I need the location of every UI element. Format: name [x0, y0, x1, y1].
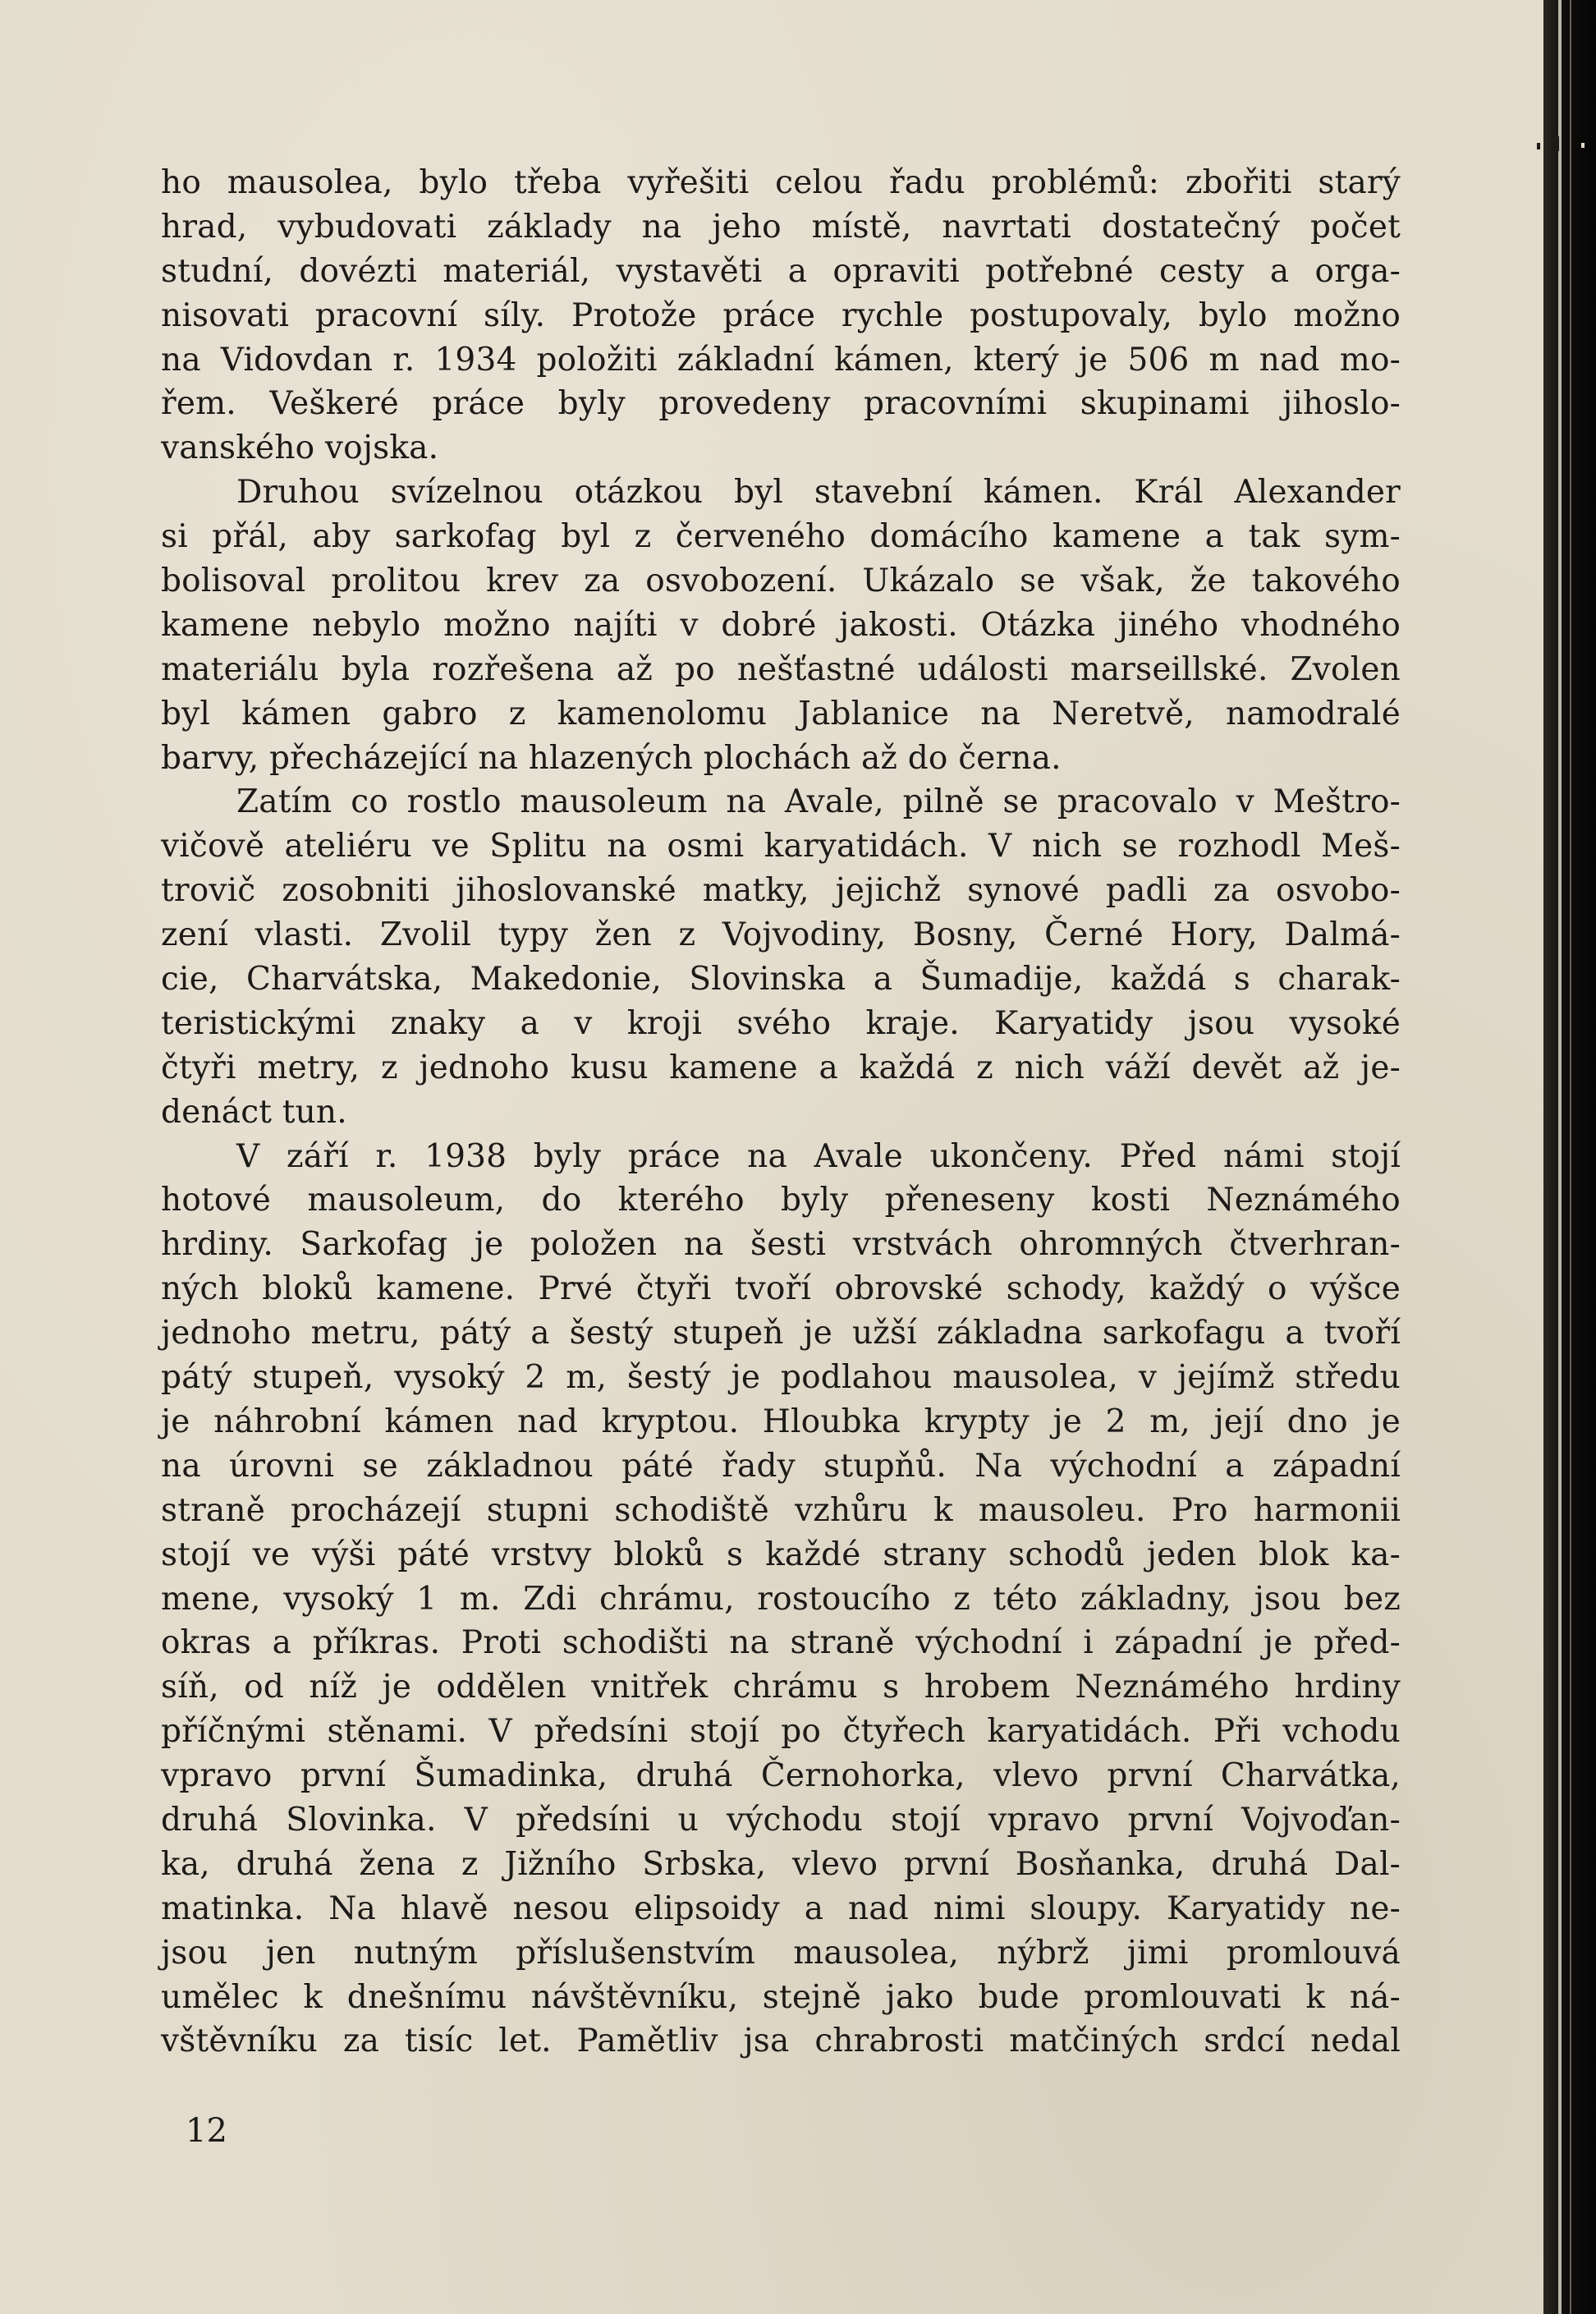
scan-marks: [1527, 135, 1593, 168]
text-line: ných bloků kamene. Prvé čtyři tvoří obrovské schody, každý o výšce: [161, 1270, 1401, 1308]
paragraph-start-line: V září r. 1938 byly práce na Avale ukončeny. Před námi stojí: [236, 1137, 1401, 1175]
text-line: mene, vysoký 1 m. Zdi chrámu, rostoucího z této základny, jsou bez: [161, 1580, 1401, 1618]
paragraph-start-line: Druhou svízelnou otázkou byl stavební kámen. Král Alexander: [236, 474, 1401, 512]
text-line: příčnými stěnami. V předsíni stojí po čtyřech karyatidách. Při vchodu: [161, 1713, 1401, 1751]
text-line: umělec k dnešnímu návštěvníku, stejně jako bude promlouvati k ná-: [161, 1978, 1401, 2016]
text-line: čtyři metry, z jednoho kusu kamene a každá z nich váží devět až je-: [161, 1049, 1401, 1086]
binding-edge: [1558, 0, 1562, 2314]
text-line: hrdiny. Sarkofag je položen na šesti vrstvách ohromných čtverhran-: [161, 1226, 1401, 1264]
text-line: barvy, přecházející na hlazených plochách až do černa.: [161, 739, 1062, 777]
page-number: 12: [186, 2112, 227, 2150]
binding-edge-secondary: [1570, 0, 1571, 2314]
text-line: trovič zosobniti jihoslovanské matky, jejichž synové padli za osvobo-: [161, 872, 1401, 910]
text-line: ka, druhá žena z Jižního Srbska, vlevo první Bosňanka, druhá Dal-: [161, 1845, 1401, 1883]
body-text: [161, 161, 1401, 2064]
text-line: vpravo první Šumadinka, druhá Černohorka, vlevo první Charvátka,: [161, 1757, 1401, 1795]
text-line: je náhrobní kámen nad kryptou. Hloubka krypty je 2 m, její dno je: [161, 1403, 1401, 1440]
scan-mark-tick: [1555, 136, 1559, 151]
text-line: nisovati pracovní síly. Protože práce rychle postupovaly, bylo možno: [161, 296, 1401, 334]
text-line: bolisoval prolitou krev za osvobození. Ukázalo se však, že takového: [161, 562, 1401, 600]
text-line: na úrovni se základnou páté řady stupňů. Na východní a západní: [161, 1447, 1401, 1485]
text-line: ho mausolea, bylo třeba vyřešiti celou řadu problémů: zbořiti starý: [161, 164, 1401, 201]
text-line: denáct tun.: [161, 1093, 347, 1131]
text-line: studní, dovézti materiál, vystavěti a opraviti potřebné cesty a orga-: [161, 252, 1401, 290]
text-line: kamene nebylo možno najíti v dobré jakosti. Otázka jiného vhodného: [161, 606, 1401, 644]
text-line: stojí ve výši páté vrstvy bloků s každé strany schodů jeden blok ka-: [161, 1536, 1401, 1573]
text-line: straně procházejí stupni schodiště vzhůru k mausoleu. Pro harmonii: [161, 1491, 1401, 1529]
scan-mark-dot: [1581, 143, 1585, 148]
paragraph-start-line: Zatím co rostlo mausoleum na Avale, pilně se pracovalo v Meštro-: [236, 783, 1401, 821]
text-line: cie, Charvátska, Makedonie, Slovinska a Šumadije, každá s charak-: [161, 961, 1401, 999]
text-line: si přál, aby sarkofag byl z červeného domácího kamene a tak sym-: [161, 518, 1401, 556]
text-line: jednoho metru, pátý a šestý stupeň je užší základna sarkofagu a tvoří: [161, 1315, 1401, 1352]
text-line: hotové mausoleum, do kterého byly přeneseny kosti Neznámého: [161, 1182, 1401, 1219]
text-line: okras a příkras. Proti schodišti na straně východní i západní je před-: [161, 1624, 1401, 1662]
text-line: matinka. Na hlavě nesou elipsoidy a nad nimi sloupy. Karyatidy ne-: [161, 1889, 1401, 1927]
text-line: síň, od níž je oddělen vnitřek chrámu s hrobem Neznámého hrdiny: [161, 1669, 1401, 1706]
text-line: druhá Slovinka. V předsíni u východu stojí vpravo první Vojvoďan-: [161, 1801, 1401, 1839]
text-line: byl kámen gabro z kamenolomu Jablanice na Neretvě, namodralé: [161, 695, 1401, 732]
text-line: vštěvníku za tisíc let. Pamětliv jsa chrabrosti matčiných srdcí nedal: [161, 2022, 1401, 2060]
text-line: vanského vojska.: [161, 429, 439, 467]
scan-mark-dot: [1537, 143, 1540, 149]
text-line: jsou jen nutným příslušenstvím mausolea, nýbrž jimi promlouvá: [161, 1934, 1401, 1972]
text-line: řem. Veškeré práce byly provedeny pracovními skupinami jihoslo-: [161, 385, 1401, 423]
text-line: vičově ateliéru ve Splitu na osmi karyatidách. V nich se rozhodl Meš-: [161, 828, 1401, 865]
text-line: pátý stupeň, vysoký 2 m, šestý je podlahou mausolea, v jejímž středu: [161, 1359, 1401, 1397]
text-line: hrad, vybudovati základy na jeho místě, navrtati dostatečný počet: [161, 208, 1401, 246]
text-line: zení vlasti. Zvolil typy žen z Vojvodiny, Bosny, Černé Hory, Dalmá-: [161, 916, 1401, 954]
text-line: materiálu byla rozřešena až po nešťastné události marseillské. Zvolen: [161, 650, 1401, 688]
text-line: teristickými znaky a v kroji svého kraje. Karyatidy jsou vysoké: [161, 1004, 1401, 1042]
text-line: na Vidovdan r. 1934 položiti základní kámen, který je 506 m nad mo-: [161, 341, 1401, 379]
